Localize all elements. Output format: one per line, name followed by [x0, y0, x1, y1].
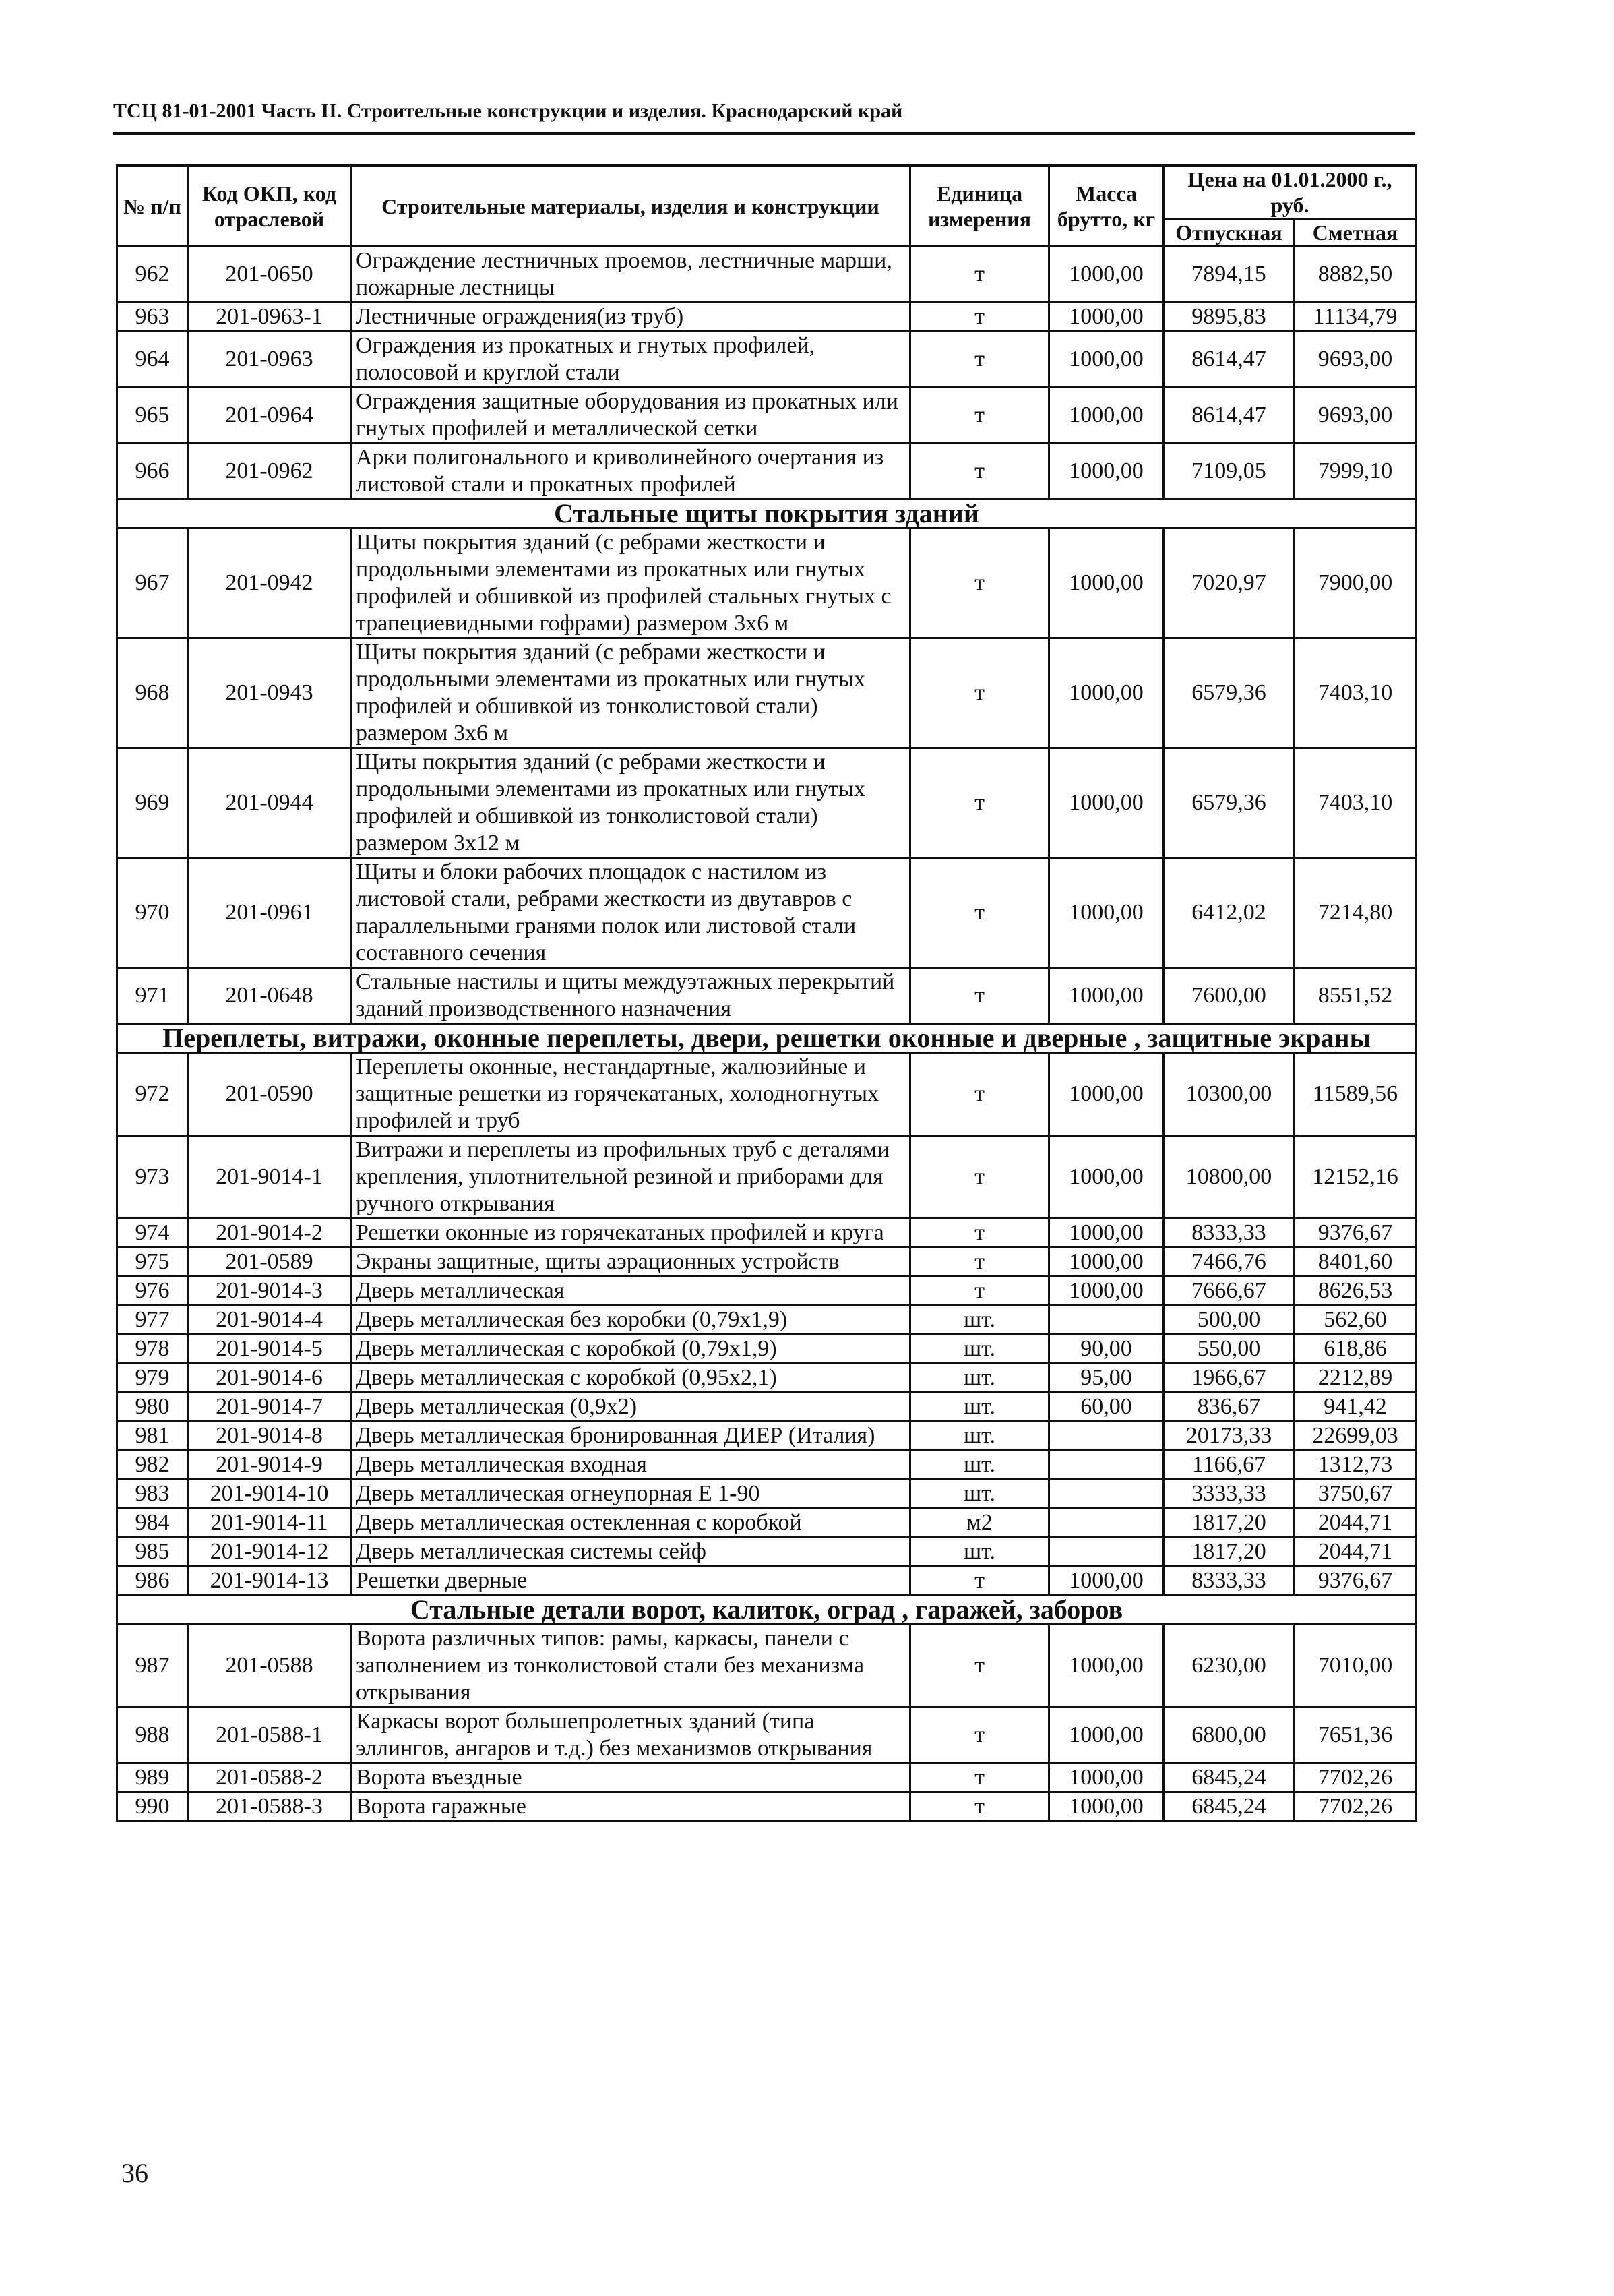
table-row: [117, 748, 1417, 858]
okp-code: 201-0589: [188, 1248, 351, 1277]
gross-mass: 90,00: [1049, 1335, 1164, 1364]
release-price: 6800,00: [1164, 1708, 1295, 1763]
table-row: [117, 1277, 1417, 1306]
col-code-header: Код ОКП, код отраслевой: [188, 166, 351, 247]
estimate-price: 1312,73: [1295, 1451, 1417, 1480]
gross-mass: [1049, 1509, 1164, 1538]
unit: т: [910, 858, 1049, 968]
header-rule: [113, 132, 1415, 135]
estimate-price: 11134,79: [1295, 303, 1417, 332]
price-table: [116, 164, 1417, 1822]
okp-code: 201-9014-12: [188, 1538, 351, 1567]
table-row: [117, 1480, 1417, 1509]
release-price: 7109,05: [1164, 444, 1295, 500]
material-name: Ограждение лестничных проемов, лестничные марши, пожарные лестницы: [351, 247, 910, 303]
release-price: 1166,67: [1164, 1451, 1295, 1480]
material-name: Дверь металлическая остекленная с коробкой: [351, 1509, 910, 1538]
row-number: 966: [117, 444, 188, 500]
okp-code: 201-0588: [188, 1625, 351, 1708]
estimate-price: 8401,60: [1295, 1248, 1417, 1277]
okp-code: 201-9014-3: [188, 1277, 351, 1306]
gross-mass: [1049, 1451, 1164, 1480]
okp-code: 201-0650: [188, 247, 351, 303]
release-price: 6579,36: [1164, 748, 1295, 858]
release-price: 6579,36: [1164, 638, 1295, 748]
material-name: Каркасы ворот большепролетных зданий (типа эллингов, ангаров и т.д.) без механизмов открывания: [351, 1708, 910, 1763]
table-row: [117, 968, 1417, 1024]
material-name: Ограждения защитные оборудования из прокатных или гнутых профилей и металлической сетки: [351, 388, 910, 444]
estimate-price: 618,86: [1295, 1335, 1417, 1364]
okp-code: 201-9014-1: [188, 1136, 351, 1219]
estimate-price: 2212,89: [1295, 1364, 1417, 1393]
estimate-price: 7702,26: [1295, 1792, 1417, 1821]
gross-mass: 1000,00: [1049, 1219, 1164, 1248]
material-name: Решетки оконные из горячекатаных профилей и круга: [351, 1219, 910, 1248]
table-row: [117, 1509, 1417, 1538]
gross-mass: [1049, 1422, 1164, 1451]
okp-code: 201-0588-2: [188, 1763, 351, 1792]
release-price: 7020,97: [1164, 528, 1295, 638]
estimate-price: 2044,71: [1295, 1538, 1417, 1567]
gross-mass: 1000,00: [1049, 638, 1164, 748]
table-row: [117, 388, 1417, 444]
table-row: [117, 303, 1417, 332]
gross-mass: 1000,00: [1049, 388, 1164, 444]
unit: т: [910, 247, 1049, 303]
table-row: [117, 1763, 1417, 1792]
material-name: Переплеты оконные, нестандартные, жалюзийные и защитные решетки из горячекатаных, холодногнутых профилей и труб: [351, 1053, 910, 1136]
material-name: Стальные настилы и щиты междуэтажных перекрытий зданий производственного назначения: [351, 968, 910, 1024]
unit: т: [910, 528, 1049, 638]
okp-code: 201-9014-13: [188, 1567, 351, 1596]
okp-code: 201-0588-1: [188, 1708, 351, 1763]
material-name: Витражи и переплеты из профильных труб с деталями крепления, уплотнительной резиной и приборами для ручного открывания: [351, 1136, 910, 1219]
section-heading-row: [117, 500, 1417, 528]
table-row: [117, 1335, 1417, 1364]
gross-mass: [1049, 1538, 1164, 1567]
estimate-price: 7999,10: [1295, 444, 1417, 500]
estimate-price: 8551,52: [1295, 968, 1417, 1024]
material-name: Ворота въездные: [351, 1763, 910, 1792]
table-row: [117, 1422, 1417, 1451]
table-row: [117, 1708, 1417, 1763]
release-price: 1966,67: [1164, 1364, 1295, 1393]
unit: т: [910, 1708, 1049, 1763]
okp-code: 201-0961: [188, 858, 351, 968]
table-row: [117, 1625, 1417, 1708]
table-row: [117, 1451, 1417, 1480]
release-price: 8333,33: [1164, 1219, 1295, 1248]
gross-mass: [1049, 1480, 1164, 1509]
unit: шт.: [910, 1480, 1049, 1509]
table-row: [117, 638, 1417, 748]
estimate-price: 7702,26: [1295, 1763, 1417, 1792]
table-row: [117, 1136, 1417, 1219]
gross-mass: [1049, 1306, 1164, 1335]
release-price: 7666,67: [1164, 1277, 1295, 1306]
release-price: 6412,02: [1164, 858, 1295, 968]
row-number: 988: [117, 1708, 188, 1763]
okp-code: 201-9014-7: [188, 1393, 351, 1422]
gross-mass: 1000,00: [1049, 1792, 1164, 1821]
material-name: Дверь металлическая без коробки (0,79х1,9): [351, 1306, 910, 1335]
estimate-price: 11589,56: [1295, 1053, 1417, 1136]
material-name: Дверь металлическая бронированная ДИЕР (Италия): [351, 1422, 910, 1451]
unit: т: [910, 1792, 1049, 1821]
okp-code: 201-0963-1: [188, 303, 351, 332]
table-body: [117, 247, 1417, 1821]
estimate-price: 7403,10: [1295, 748, 1417, 858]
estimate-price: 7900,00: [1295, 528, 1417, 638]
unit: т: [910, 303, 1049, 332]
row-number: 976: [117, 1277, 188, 1306]
material-name: Дверь металлическая системы сейф: [351, 1538, 910, 1567]
estimate-price: 12152,16: [1295, 1136, 1417, 1219]
unit: шт.: [910, 1451, 1049, 1480]
table-row: [117, 1306, 1417, 1335]
row-number: 977: [117, 1306, 188, 1335]
okp-code: 201-0944: [188, 748, 351, 858]
row-number: 979: [117, 1364, 188, 1393]
table-row: [117, 858, 1417, 968]
unit: т: [910, 1053, 1049, 1136]
okp-code: 201-9014-4: [188, 1306, 351, 1335]
table-row: [117, 1248, 1417, 1277]
release-price: 8614,47: [1164, 332, 1295, 388]
okp-code: 201-9014-11: [188, 1509, 351, 1538]
row-number: 962: [117, 247, 188, 303]
row-number: 990: [117, 1792, 188, 1821]
material-name: Дверь металлическая: [351, 1277, 910, 1306]
okp-code: 201-0588-3: [188, 1792, 351, 1821]
estimate-price: 8626,53: [1295, 1277, 1417, 1306]
okp-code: 201-9014-10: [188, 1480, 351, 1509]
unit: т: [910, 444, 1049, 500]
unit: т: [910, 748, 1049, 858]
estimate-price: 9693,00: [1295, 388, 1417, 444]
running-header: ТСЦ 81-01-2001 Часть II. Строительные конструкции и изделия. Краснодарский край: [113, 100, 903, 122]
okp-code: 201-0964: [188, 388, 351, 444]
table-row: [117, 247, 1417, 303]
release-price: 7894,15: [1164, 247, 1295, 303]
col-num-header: № п/п: [117, 166, 188, 247]
gross-mass: 1000,00: [1049, 1277, 1164, 1306]
table-row: [117, 1219, 1417, 1248]
release-price: 836,67: [1164, 1393, 1295, 1422]
okp-code: 201-0963: [188, 332, 351, 388]
row-number: 967: [117, 528, 188, 638]
okp-code: 201-9014-8: [188, 1422, 351, 1451]
unit: шт.: [910, 1422, 1049, 1451]
unit: т: [910, 1248, 1049, 1277]
material-name: Лестничные ограждения(из труб): [351, 303, 910, 332]
row-number: 986: [117, 1567, 188, 1596]
unit: т: [910, 1567, 1049, 1596]
material-name: Дверь металлическая входная: [351, 1451, 910, 1480]
section-title: Стальные щиты покрытия зданий: [117, 500, 1417, 528]
material-name: Дверь металлическая огнеупорная Е 1-90: [351, 1480, 910, 1509]
gross-mass: 1000,00: [1049, 247, 1164, 303]
gross-mass: 60,00: [1049, 1393, 1164, 1422]
table-row: [117, 1567, 1417, 1596]
table-row: [117, 1538, 1417, 1567]
release-price: 500,00: [1164, 1306, 1295, 1335]
material-name: Решетки дверные: [351, 1567, 910, 1596]
gross-mass: 1000,00: [1049, 444, 1164, 500]
gross-mass: 1000,00: [1049, 1136, 1164, 1219]
table-row: [117, 332, 1417, 388]
release-price: 550,00: [1164, 1335, 1295, 1364]
row-number: 968: [117, 638, 188, 748]
okp-code: 201-0943: [188, 638, 351, 748]
row-number: 989: [117, 1763, 188, 1792]
row-number: 975: [117, 1248, 188, 1277]
okp-code: 201-0942: [188, 528, 351, 638]
section-title: Стальные детали ворот, калиток, оград , гаражей, заборов: [117, 1596, 1417, 1625]
unit: шт.: [910, 1393, 1049, 1422]
gross-mass: 1000,00: [1049, 1567, 1164, 1596]
row-number: 985: [117, 1538, 188, 1567]
material-name: Щиты покрытия зданий (с ребрами жесткости и продольными элементами из прокатных или гнутых профилей и обшивкой из профилей стальных гнутых с трапециевидными гофрами) размером 3х6 м: [351, 528, 910, 638]
release-price: 10800,00: [1164, 1136, 1295, 1219]
release-price: 6230,00: [1164, 1625, 1295, 1708]
okp-code: 201-0648: [188, 968, 351, 1024]
unit: т: [910, 1277, 1049, 1306]
table-row: [117, 528, 1417, 638]
estimate-price: 8882,50: [1295, 247, 1417, 303]
gross-mass: 1000,00: [1049, 1763, 1164, 1792]
material-name: Дверь металлическая с коробкой (0,79х1,9): [351, 1335, 910, 1364]
row-number: 973: [117, 1136, 188, 1219]
row-number: 984: [117, 1509, 188, 1538]
estimate-price: 941,42: [1295, 1393, 1417, 1422]
release-price: 1817,20: [1164, 1509, 1295, 1538]
release-price: 3333,33: [1164, 1480, 1295, 1509]
material-name: Щиты и блоки рабочих площадок с настилом из листовой стали, ребрами жесткости из двутавров с параллельными гранями полок или листовой стали составного сечения: [351, 858, 910, 968]
row-number: 981: [117, 1422, 188, 1451]
release-price: 8333,33: [1164, 1567, 1295, 1596]
unit: шт.: [910, 1306, 1049, 1335]
estimate-price: 3750,67: [1295, 1480, 1417, 1509]
material-name: Дверь металлическая с коробкой (0,95х2,1): [351, 1364, 910, 1393]
row-number: 974: [117, 1219, 188, 1248]
unit: т: [910, 968, 1049, 1024]
table-row: [117, 1053, 1417, 1136]
material-name: Ворота различных типов: рамы, каркасы, панели с заполнением из тонколистовой стали без механизма открывания: [351, 1625, 910, 1708]
gross-mass: 1000,00: [1049, 1248, 1164, 1277]
row-number: 964: [117, 332, 188, 388]
estimate-price: 9376,67: [1295, 1567, 1417, 1596]
gross-mass: 1000,00: [1049, 1708, 1164, 1763]
release-price: 9895,83: [1164, 303, 1295, 332]
estimate-price: 562,60: [1295, 1306, 1417, 1335]
estimate-price: 7651,36: [1295, 1708, 1417, 1763]
section-heading-row: [117, 1596, 1417, 1625]
release-price: 7600,00: [1164, 968, 1295, 1024]
estimate-price: 9693,00: [1295, 332, 1417, 388]
gross-mass: 1000,00: [1049, 1625, 1164, 1708]
gross-mass: 1000,00: [1049, 332, 1164, 388]
material-name: Щиты покрытия зданий (с ребрами жесткости и продольными элементами из прокатных или гнутых профилей и обшивкой из тонколистовой стали) размером 3х12 м: [351, 748, 910, 858]
release-price: 8614,47: [1164, 388, 1295, 444]
gross-mass: 1000,00: [1049, 528, 1164, 638]
row-number: 980: [117, 1393, 188, 1422]
row-number: 965: [117, 388, 188, 444]
table-row: [117, 1393, 1417, 1422]
release-price: 1817,20: [1164, 1538, 1295, 1567]
okp-code: 201-9014-6: [188, 1364, 351, 1393]
unit: т: [910, 1219, 1049, 1248]
page-number: 36: [121, 2158, 148, 2188]
unit: м2: [910, 1509, 1049, 1538]
estimate-price: 7403,10: [1295, 638, 1417, 748]
col-estimate-header: Сметная: [1295, 219, 1417, 247]
table-row: [117, 1792, 1417, 1821]
col-price-header: Цена на 01.01.2000 г., руб.: [1164, 166, 1417, 219]
unit: шт.: [910, 1335, 1049, 1364]
col-name-header: Строительные материалы, изделия и конструкции: [351, 166, 910, 247]
row-number: 963: [117, 303, 188, 332]
okp-code: 201-9014-9: [188, 1451, 351, 1480]
unit: т: [910, 1763, 1049, 1792]
gross-mass: 1000,00: [1049, 303, 1164, 332]
row-number: 987: [117, 1625, 188, 1708]
table-row: [117, 444, 1417, 500]
row-number: 972: [117, 1053, 188, 1136]
release-price: 20173,33: [1164, 1422, 1295, 1451]
material-name: Экраны защитные, щиты аэрационных устройств: [351, 1248, 910, 1277]
okp-code: 201-0962: [188, 444, 351, 500]
estimate-price: 2044,71: [1295, 1509, 1417, 1538]
col-mass-header: Масса брутто, кг: [1049, 166, 1164, 247]
okp-code: 201-9014-5: [188, 1335, 351, 1364]
material-name: Арки полигонального и криволинейного очертания из листовой стали и прокатных профилей: [351, 444, 910, 500]
gross-mass: 1000,00: [1049, 1053, 1164, 1136]
unit: т: [910, 1136, 1049, 1219]
estimate-price: 9376,67: [1295, 1219, 1417, 1248]
okp-code: 201-9014-2: [188, 1219, 351, 1248]
section-heading-row: [117, 1024, 1417, 1053]
release-price: 6845,24: [1164, 1792, 1295, 1821]
unit: шт.: [910, 1538, 1049, 1567]
material-name: Ворота гаражные: [351, 1792, 910, 1821]
gross-mass: 1000,00: [1049, 968, 1164, 1024]
estimate-price: 7010,00: [1295, 1625, 1417, 1708]
release-price: 6845,24: [1164, 1763, 1295, 1792]
row-number: 970: [117, 858, 188, 968]
material-name: Щиты покрытия зданий (с ребрами жесткости и продольными элементами из прокатных или гнутых профилей и обшивкой из тонколистовой стали) размером 3х6 м: [351, 638, 910, 748]
section-title: Переплеты, витражи, оконные переплеты, двери, решетки оконные и дверные , защитные экраны: [117, 1024, 1417, 1053]
col-release-header: Отпускная: [1164, 219, 1295, 247]
row-number: 969: [117, 748, 188, 858]
estimate-price: 22699,03: [1295, 1422, 1417, 1451]
row-number: 982: [117, 1451, 188, 1480]
unit: т: [910, 388, 1049, 444]
release-price: 7466,76: [1164, 1248, 1295, 1277]
gross-mass: 95,00: [1049, 1364, 1164, 1393]
col-unit-header: Единица измерения: [910, 166, 1049, 247]
gross-mass: 1000,00: [1049, 858, 1164, 968]
gross-mass: 1000,00: [1049, 748, 1164, 858]
row-number: 983: [117, 1480, 188, 1509]
unit: т: [910, 638, 1049, 748]
estimate-price: 7214,80: [1295, 858, 1417, 968]
okp-code: 201-0590: [188, 1053, 351, 1136]
unit: шт.: [910, 1364, 1049, 1393]
release-price: 10300,00: [1164, 1053, 1295, 1136]
row-number: 971: [117, 968, 188, 1024]
row-number: 978: [117, 1335, 188, 1364]
unit: т: [910, 332, 1049, 388]
unit: т: [910, 1625, 1049, 1708]
material-name: Ограждения из прокатных и гнутых профилей, полосовой и круглой стали: [351, 332, 910, 388]
material-name: Дверь металлическая (0,9х2): [351, 1393, 910, 1422]
table-row: [117, 1364, 1417, 1393]
